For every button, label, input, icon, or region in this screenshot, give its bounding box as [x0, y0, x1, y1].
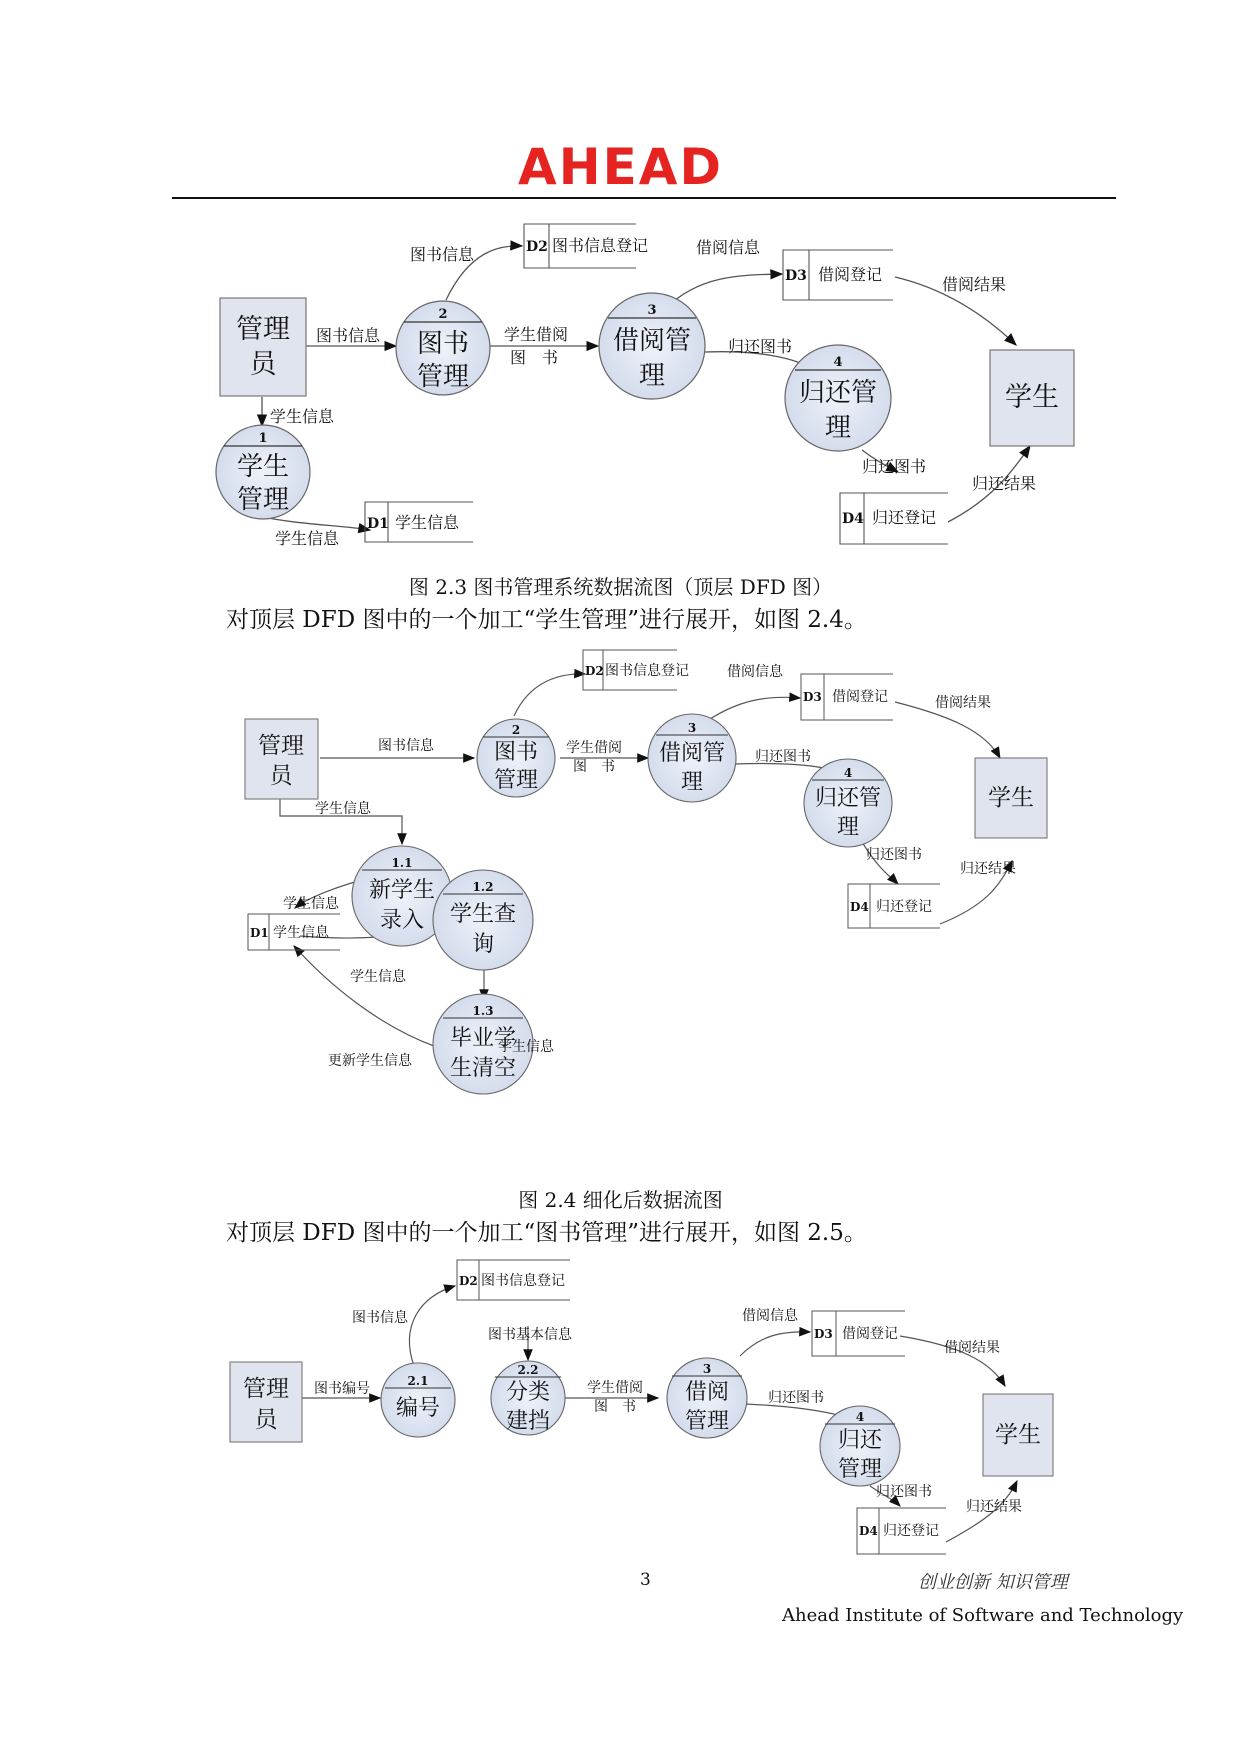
flow-borrow-result: 借阅结果 [935, 695, 991, 711]
flow-return-book: 归还图书 [768, 1390, 824, 1406]
process-1-1-line1: 新学生 [368, 878, 436, 903]
process-1-line2: 管理 [236, 485, 290, 515]
flow-book-no: 图书编号 [314, 1381, 370, 1397]
process-4-line1: 归还管 [814, 786, 882, 811]
process-2-2-line1: 分类 [505, 1380, 551, 1405]
ext-admin-line2: 员 [249, 349, 277, 380]
store-d2-id: D2 [585, 664, 604, 678]
process-4-num: 4 [833, 355, 843, 370]
process-3-num: 3 [702, 1362, 712, 1376]
page-number: 3 [640, 1570, 651, 1590]
flow-book-info-top: 图书信息 [410, 245, 475, 264]
process-3 [667, 1358, 747, 1438]
figure-2-4-diagram [0, 646, 1241, 1176]
process-2-num: 2 [438, 307, 448, 322]
process-4-line1: 归还 [837, 1428, 883, 1453]
store-d4-id: D4 [850, 900, 869, 914]
flow-borrow-info: 借阅信息 [727, 664, 783, 680]
store-d4-name: 归还登记 [872, 508, 937, 527]
process-4-num: 4 [855, 1410, 865, 1424]
ext-admin-line2: 员 [254, 1407, 278, 1433]
flow-return-result: 归还结果 [966, 1499, 1022, 1515]
store-d1-id: D1 [250, 926, 269, 940]
process-2 [396, 301, 490, 395]
process-3-num: 3 [647, 303, 657, 318]
process-1-2-line1: 学生查 [449, 902, 517, 927]
process-4-line2: 理 [836, 815, 860, 840]
flow-return-result: 归还结果 [972, 474, 1037, 493]
figure-2-4-caption: 图 2.4 细化后数据流图 [518, 1188, 723, 1212]
paragraph-1: 对顶层 DFD 图中的一个加工“学生管理”进行展开，如图 2.4。 [226, 607, 867, 633]
process-3-line2: 理 [680, 770, 704, 795]
process-2-line1: 图书 [493, 740, 539, 765]
process-2-2 [491, 1361, 565, 1435]
process-1-1-line2: 录入 [379, 908, 425, 933]
store-d4-name: 归还登记 [876, 899, 932, 915]
flow-borrow-b: 图 书 [573, 759, 615, 775]
process-2-2-num: 2.2 [517, 1363, 539, 1377]
store-d2-name: 图书信息登记 [552, 236, 649, 255]
flow-student-info-13: 学生信息 [498, 1039, 554, 1055]
process-1-line1: 学生 [236, 452, 290, 482]
process-2-line2: 管理 [416, 362, 470, 392]
flow-return-result: 归还结果 [960, 861, 1016, 877]
ahead-logo: AHEAD [518, 138, 723, 196]
process-2-1 [381, 1363, 455, 1437]
process-1-2-num: 1.2 [472, 880, 494, 894]
process-2-line2: 管理 [493, 768, 539, 793]
flow-borrow-info: 借阅信息 [696, 238, 761, 257]
figure-2-5-diagram [0, 1256, 1241, 1560]
process-4-line1: 归还管 [798, 378, 878, 408]
process-1-num: 1 [258, 431, 268, 446]
ext-student-label: 学生 [988, 785, 1034, 811]
ext-admin-line1: 管理 [236, 314, 290, 345]
flow-book-info: 图书信息 [378, 738, 434, 754]
flow-book-info: 图书信息 [316, 326, 381, 345]
flow-book-basic: 图书基本信息 [488, 1327, 572, 1343]
process-3-line1: 借阅管 [658, 741, 726, 766]
flow-borrow-result: 借阅结果 [944, 1340, 1000, 1356]
flow-return-book: 归还图书 [728, 337, 793, 356]
process-4 [804, 759, 892, 847]
process-4-line2: 理 [824, 413, 852, 443]
process-3-line2: 管理 [684, 1409, 730, 1434]
process-1-3-num: 1.3 [472, 1004, 494, 1018]
ext-admin [220, 298, 306, 396]
process-3 [648, 714, 736, 802]
flow-return-book-2: 归还图书 [876, 1484, 932, 1500]
store-d3-id: D3 [814, 1327, 833, 1341]
flow-student-info: 学生信息 [270, 407, 335, 426]
process-3-line1: 借阅管 [612, 326, 692, 356]
flow-borrow-a: 学生借阅 [504, 325, 569, 344]
flow-borrow-b: 图 书 [510, 348, 559, 367]
paragraph-2: 对顶层 DFD 图中的一个加工“图书管理”进行展开，如图 2.5。 [226, 1220, 867, 1246]
store-d1-id: D1 [367, 516, 389, 532]
process-2 [477, 719, 555, 797]
store-d1-name: 学生信息 [273, 925, 329, 941]
store-d2-name: 图书信息登记 [481, 1273, 565, 1289]
process-3-num: 3 [687, 721, 697, 735]
ext-student-label: 学生 [1005, 382, 1059, 413]
process-2-num: 2 [511, 723, 521, 737]
store-d2-id: D2 [459, 1274, 478, 1288]
store-d4-id: D4 [842, 511, 864, 527]
store-d2-id: D2 [526, 239, 548, 255]
process-4-line2: 管理 [837, 1457, 883, 1482]
store-d3-name: 借阅登记 [842, 1326, 898, 1342]
flow-return-book-2: 归还图书 [862, 457, 927, 476]
flow-update-info: 更新学生信息 [328, 1053, 412, 1069]
flow-student-info-2: 学生信息 [275, 529, 340, 548]
store-d3-id: D3 [803, 690, 822, 704]
process-1-2 [433, 870, 533, 970]
footer-slogan: 创业创新 知识管理 [918, 1572, 1068, 1593]
store-d1-name: 学生信息 [395, 513, 460, 532]
store-d3-name: 借阅登记 [832, 689, 888, 705]
ext-admin-line2: 员 [269, 763, 293, 789]
process-1-3-line1: 毕业学 [449, 1026, 517, 1051]
store-d2-name: 图书信息登记 [605, 663, 689, 679]
process-1 [216, 425, 310, 519]
process-1-1-num: 1.1 [391, 856, 413, 870]
flow-student-info-admin: 学生信息 [315, 801, 371, 817]
ext-admin-line1: 管理 [243, 1376, 289, 1402]
process-2-line1: 图书 [416, 329, 470, 359]
flow-borrow-info: 借阅信息 [742, 1308, 798, 1324]
flow-borrow-a: 学生借阅 [566, 740, 622, 756]
process-4-num: 4 [843, 766, 853, 780]
ext-student-label: 学生 [995, 1422, 1041, 1448]
flow-borrow-a: 学生借阅 [587, 1380, 643, 1396]
process-2-1-line1: 编号 [395, 1396, 441, 1421]
process-1-3-line2: 生清空 [449, 1056, 517, 1081]
store-d4-id: D4 [859, 1524, 878, 1538]
process-4 [785, 345, 891, 451]
flow-return-book: 归还图书 [755, 749, 811, 765]
figure-2-3-diagram [0, 210, 1241, 570]
process-2-1-num: 2.1 [407, 1374, 429, 1388]
process-3-line2: 理 [638, 361, 666, 391]
flow-student-info-12: 学生信息 [350, 969, 406, 985]
process-2-2-line2: 建挡 [505, 1409, 551, 1434]
header-rule [172, 197, 1116, 199]
figure-2-3-caption: 图 2.3 图书管理系统数据流图（顶层 DFD 图） [408, 575, 833, 599]
process-1-2-line2: 询 [471, 932, 495, 957]
ext-admin-line1: 管理 [258, 733, 304, 759]
process-4 [820, 1406, 900, 1486]
store-d4-name: 归还登记 [883, 1523, 939, 1539]
flow-borrow-b: 图 书 [594, 1399, 636, 1415]
flow-student-info-11: 学生信息 [283, 896, 339, 912]
footer-institute: Ahead Institute of Software and Technology [782, 1605, 1184, 1626]
flow-return-book-2: 归还图书 [866, 847, 922, 863]
process-3 [599, 293, 705, 399]
store-d3-name: 借阅登记 [818, 265, 883, 284]
flow-book-info: 图书信息 [352, 1310, 408, 1326]
process-3-line1: 借阅 [684, 1380, 730, 1405]
flow-borrow-result: 借阅结果 [942, 275, 1007, 294]
store-d3-id: D3 [785, 268, 807, 284]
